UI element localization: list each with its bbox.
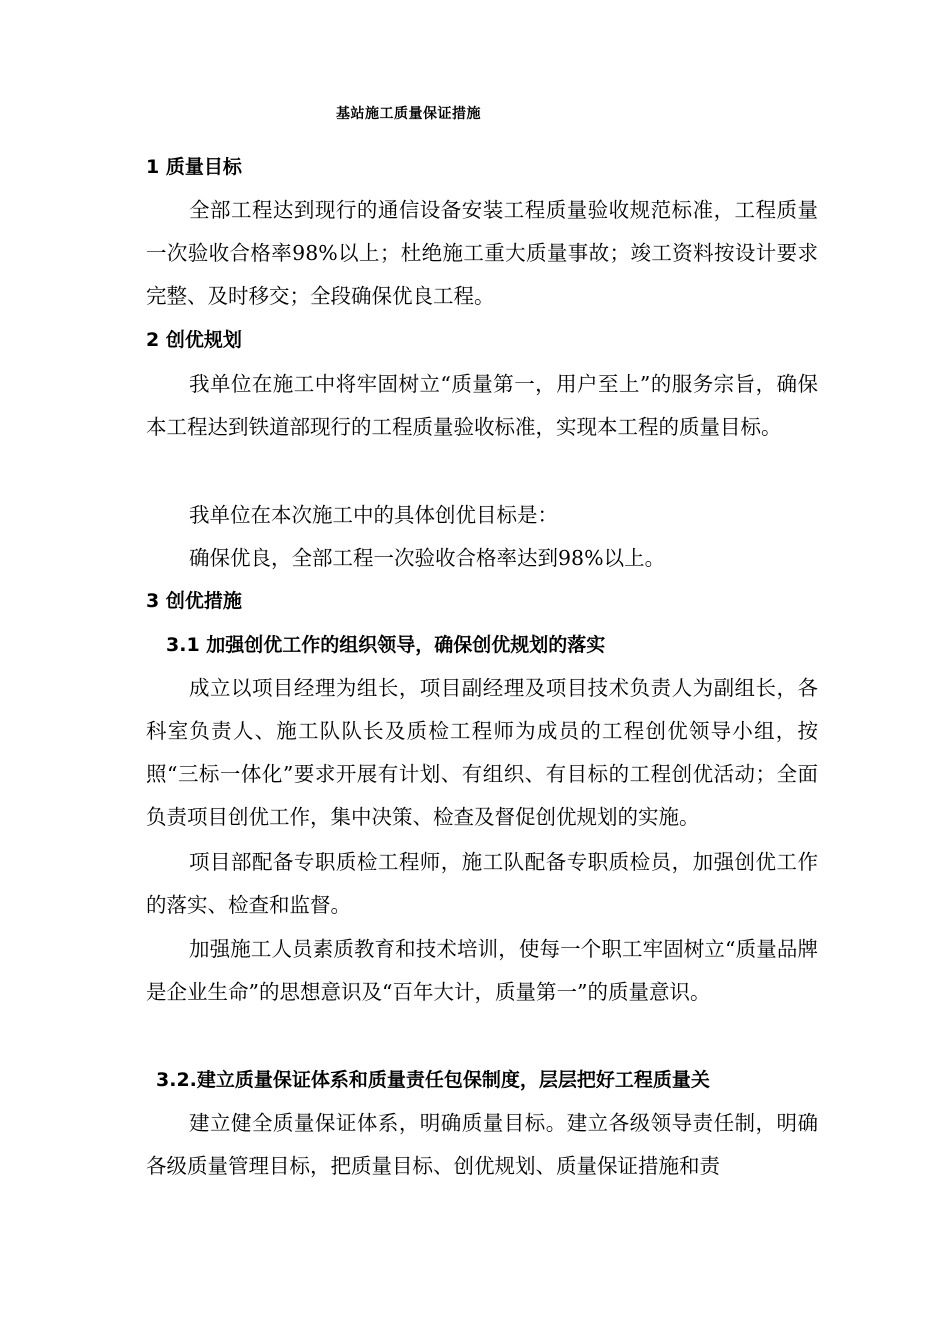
paragraph-leadership-group: 成立以项目经理为组长，项目副经理及项目技术负责人为副组长，各科室负责人、施工队队长及质检工程师为成员的工程创优领导小组，按照“三标一体化”要求开展有计划、有组织、有目标的工程创优活动；全面负责项目创优工作，集中决策、检查及督促创优规划的实施。	[146, 676, 818, 829]
paragraph-staff-training: 加强施工人员素质教育和技术培训，使每一个职工牢固树立“质量品牌是企业生命”的思想意识及“百年大计，质量第一”的质量意识。	[146, 937, 818, 1004]
section-heading-excellence-plan: 2 创优规划	[146, 329, 242, 351]
document-title: 基站施工质量保证措施	[336, 106, 481, 122]
paragraph-quality-system: 建立健全质量保证体系，明确质量目标。建立各级领导责任制，明确各级质量管理目标，把质量目标、创优规划、质量保证措施和责	[146, 1111, 818, 1178]
subsection-heading-3-1: 3.1 加强创优工作的组织领导，确保创优规划的落实	[166, 634, 606, 656]
section-heading-excellence-measures: 3 创优措施	[146, 590, 242, 612]
paragraph-quality-goal: 全部工程达到现行的通信设备安装工程质量验收规范标准，工程质量一次验收合格率98%以上；杜绝施工重大质量事故；竣工资料按设计要求完整、及时移交；全段确保优良工程。	[146, 198, 818, 308]
section-heading-quality-goal: 1 质量目标	[146, 156, 242, 178]
paragraph-service-purpose: 我单位在施工中将牢固树立“质量第一，用户至上”的服务宗旨，确保本工程达到铁道部现行的工程质量验收标准，实现本工程的质量目标。	[146, 372, 818, 439]
paragraph-quality-inspectors: 项目部配备专职质检工程师，施工队配备专职质检员，加强创优工作的落实、检查和监督。	[146, 850, 818, 917]
paragraph-specific-goal-intro: 我单位在本次施工中的具体创优目标是：	[189, 503, 558, 527]
paragraph-specific-goal: 确保优良，全部工程一次验收合格率达到98%以上。	[189, 546, 666, 570]
subsection-heading-3-2: 3.2.建立质量保证体系和质量责任包保制度，层层把好工程质量关	[156, 1069, 710, 1091]
